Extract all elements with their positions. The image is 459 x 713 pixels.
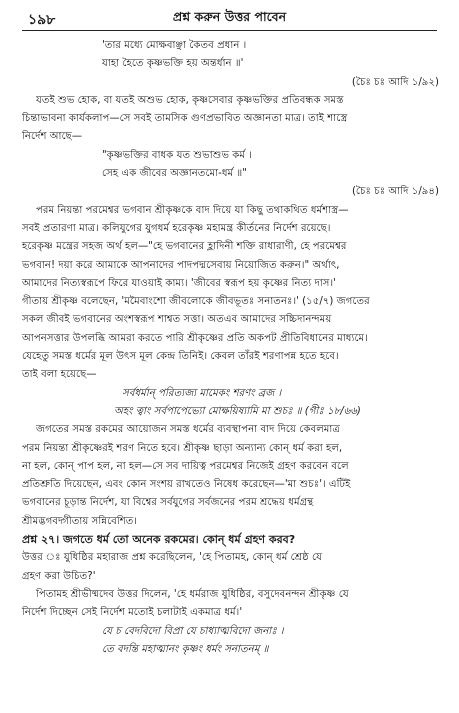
verse-line: সেহ এক জীবের অজ্ঞানতমো-ধর্ম ॥" xyxy=(102,168,247,180)
verse-reference: (চৈঃ চঃ আদি ১/৯৪) xyxy=(351,186,439,198)
header-rule xyxy=(22,30,437,31)
text-line: ভগবানের চূড়ান্ত নির্দেশ, যা বিশ্বের সর্বযুগের সর্বজনের পরম শ্রদ্ধেয় ধর্মগ্রন্থ xyxy=(22,497,314,509)
sanskrit-verse-line: যে চ বেদবিদো বিপ্রা যে চাধ্যাত্মবিদো জনাঃ । xyxy=(102,625,284,637)
page-body xyxy=(22,37,439,659)
verse-line: "কৃষ্ণভক্তির বাধক যত শুভাশুভ কর্ম । xyxy=(102,149,252,161)
text-line: শ্রীমদ্ভগবদ্গীতায় সন্নিবেশিত। xyxy=(22,515,138,527)
text-line: প্রতিশ্রুতি দিয়েছেন, এবং কোন সংশয় রাখতেও নিষেধ করেছেন—'মা শুচঃ'। এটিই xyxy=(22,479,351,491)
page-header xyxy=(22,8,437,30)
answer-line: উত্তর ঃ যুধিষ্ঠির মহারাজ প্রশ্ন করেছিলেন, 'হে পিতামহ, কোন্ ধর্ম শ্রেষ্ঠ যে xyxy=(22,552,323,564)
text-line: সবই প্রতারণা মাত্র। কলিযুগের যুগধর্ম হরেকৃষ্ণ মহামন্ত্র কীর্তনের নির্দেশ রয়েছে। xyxy=(22,222,331,234)
text-line: পরম নিয়ন্তা পরমেশ্বর ভগবান শ্রীকৃষ্ণকে বাদ দিয়ে যা কিছু তথাকথিত ধর্মশাস্ত্র— xyxy=(36,204,349,216)
text-line: ভগবান! দয়া করে আমাকে আপনাদের পাদপদ্মসেবায় নিয়োজিত করুন।" অর্থাৎ, xyxy=(22,259,340,271)
running-title: প্রশ্ন করুন উত্তর পাবেন xyxy=(172,9,287,24)
sanskrit-verse-line: অহং ত্বাং সর্বপাপেভ্যো মোক্ষয়িষ্যামি মা শুচঃ ॥ (গীঃ ১৮/৬৬) xyxy=(114,405,361,417)
text-line: সকল জীবই ভগবানের অংশস্বরূপ শাশ্বত সত্তা। অতএব আমাদের সচ্চিদানন্দময় xyxy=(22,314,332,326)
text-line: না হল, কোন্ পাপ হল, না হল—সে সব দায়িত্ব পরমেশ্বর নিজেই গ্রহণ করবেন বলে xyxy=(22,460,349,472)
verse-line: 'তার মধ্যে মোক্ষবাঞ্ছা কৈতব প্রধান । xyxy=(102,40,247,51)
verse-reference: (চৈঃ চঃ আদি ১/৯২) xyxy=(351,76,439,88)
text-line: যেহেতু সমস্ত ধর্মের মূল উৎস মূল কেন্দ্র তিনিই। কেবল তাঁরই শরণাপন্ন হতে হবে। xyxy=(22,351,339,363)
text-line: আমাদের নিত্যস্বরূপে ফিরে যাওয়াই কাম্য। 'জীবের স্বরূপ হয় কৃষ্ণের নিত্য দাস।' xyxy=(22,277,336,289)
text-line: পরম নিয়ন্তা শ্রীকৃষ্ণেরই শরণ নিতে হবে। শ্রীকৃষ্ণ ছাড়া অন্যান্য কোন্ ধর্ম করা হল, xyxy=(22,442,343,454)
sanskrit-verse-line: তে বদন্তি মহাত্মানং কৃষ্ণং ধর্মং সনাতনম্ ॥ xyxy=(102,643,269,655)
question-heading: প্রশ্ন ২৭। জগতে ধর্ম তো অনেক রকমের। কোন্ ধর্ম গ্রহণ করব? xyxy=(22,533,296,547)
text-line: জগতের সমস্ত রকমের আয়োজন সমস্ত ধর্মের ব্যবস্থাপনা বাদ দিয়ে কেবলমাত্র xyxy=(36,424,340,436)
sanskrit-verse-line: সর্বধর্মান্ পরিত্যজ্য মামেকং শরণং ব্রজ । xyxy=(122,387,282,399)
text-line: যতই শুভ হোক, বা যতই অশুভ হোক, কৃষ্ণসেবার কৃষ্ণভক্তির প্রতিবন্ধক সমস্ত xyxy=(36,94,344,106)
text-line: পিতামহ শ্রীভীষ্মদেব উত্তর দিলেন, 'হে ধর্মরাজ যুধিষ্ঠির, বসুদেবনন্দন শ্রীকৃষ্ণ যে xyxy=(36,588,349,600)
text-line: নির্দেশ আছে— xyxy=(22,131,83,143)
text-line: গীতায় শ্রীকৃষ্ণ বলেছেন, 'মমৈবাংশো জীবলোকে জীবভূতঃ সনাতনঃ।' (১৫/৭) জগতের xyxy=(22,296,370,308)
text-line: তাই বলা হয়েছে— xyxy=(22,369,97,381)
text-line: আপনসত্তার উপলব্ধি আমরা করতে পারি শ্রীকৃষ্ণের প্রতি অকপট প্রীতিবিধানের মাধ্যমে। xyxy=(22,332,368,344)
text-line: চিন্তাভাবনা কার্যকলাপ—সে সবই তামসিক গুণপ্রভাবিত অজ্ঞানতা মাত্র। তাই শাস্ত্রে xyxy=(22,113,348,125)
text-line: নির্দেশ দিচ্ছেন সেই নির্দেশ মতোই চলাটাই একমাত্র ধর্ম।' xyxy=(22,607,243,619)
answer-line: গ্রহণ করা উচিত?' xyxy=(22,570,96,582)
page-number: ১৯৮ xyxy=(28,12,56,28)
text-line: হরেকৃষ্ণ মন্ত্রের সহজ অর্থ হল—"হে ভগবানের হ্লাদিনী শক্তি রাধারাণী, হে পরমেশ্বর xyxy=(22,241,347,253)
verse-line: যাহা হৈতে কৃষ্ণভক্তি হয় অন্তর্ধান ॥' xyxy=(102,58,244,70)
